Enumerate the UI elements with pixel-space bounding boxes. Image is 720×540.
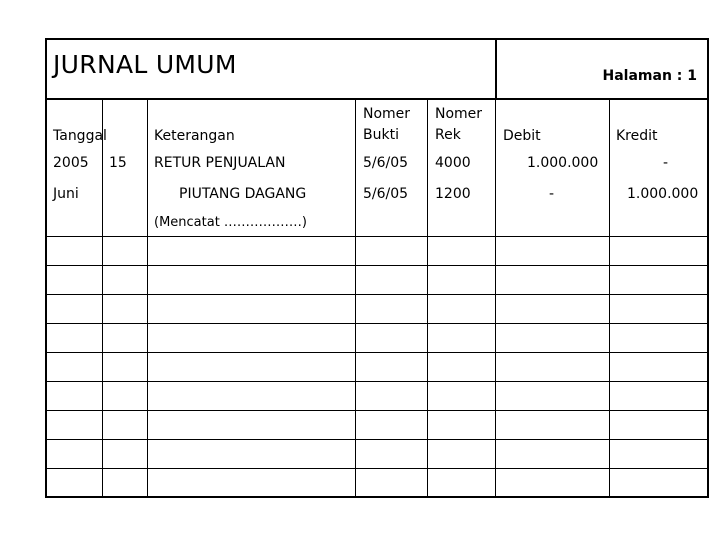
entry-bukti: 5/6/05 xyxy=(363,186,409,202)
grid-line xyxy=(47,410,707,411)
grid-line xyxy=(47,265,707,266)
grid-line xyxy=(47,468,707,469)
grid-line xyxy=(47,236,707,237)
entry-rek: 1200 xyxy=(435,186,471,202)
entry-keterangan: RETUR PENJUALAN xyxy=(154,155,286,171)
journal-title: JURNAL UMUM xyxy=(53,50,237,79)
header-nomer-rek-line2: Rek xyxy=(435,127,461,143)
title-row xyxy=(47,40,707,100)
header-nomer-bukti-line1: Nomer xyxy=(363,106,411,122)
entry-year: 2005 xyxy=(53,155,89,171)
column-divider xyxy=(147,98,148,498)
header-keterangan: Keterangan xyxy=(154,128,235,144)
entry-month: Juni xyxy=(53,186,79,202)
header-kredit: Kredit xyxy=(616,128,658,144)
entry-keterangan: PIUTANG DAGANG xyxy=(179,186,307,202)
column-divider xyxy=(427,98,428,498)
entry-kredit: 1.000.000 xyxy=(627,186,699,202)
grid-line xyxy=(47,352,707,353)
column-divider xyxy=(609,98,610,498)
header-nomer-rek-line1: Nomer xyxy=(435,106,483,122)
header-tanggal: Tanggal xyxy=(53,128,107,144)
entry-bukti: 5/6/05 xyxy=(363,155,409,171)
entry-kredit: - xyxy=(663,155,669,171)
header-debit: Debit xyxy=(503,128,541,144)
column-divider xyxy=(102,98,103,498)
title-divider xyxy=(495,40,497,100)
journal-table xyxy=(45,38,709,498)
page-number: Halaman : 1 xyxy=(602,68,697,84)
entry-note: (Mencatat ………………) xyxy=(154,215,308,230)
column-divider xyxy=(355,98,356,498)
header-nomer-bukti-line2: Bukti xyxy=(363,127,399,143)
column-divider xyxy=(495,98,496,498)
grid-line xyxy=(47,294,707,295)
grid-line xyxy=(47,381,707,382)
grid-line xyxy=(47,323,707,324)
grid-line xyxy=(47,439,707,440)
entry-day: 15 xyxy=(109,155,127,171)
entry-debit: 1.000.000 xyxy=(527,155,599,171)
entry-debit: - xyxy=(549,186,555,202)
entry-rek: 4000 xyxy=(435,155,471,171)
